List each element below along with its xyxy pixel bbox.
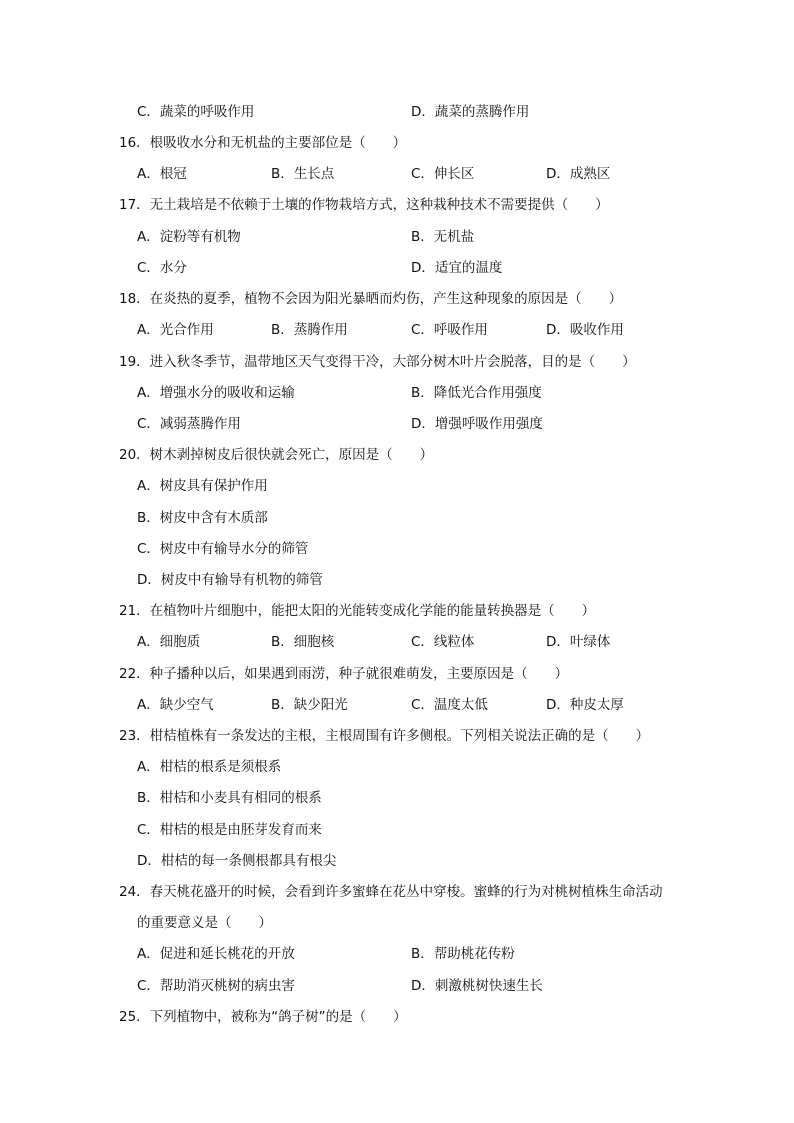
q20-option-d[interactable]: D．树皮中有输导有机物的筛管 [137, 572, 323, 588]
q19-option-b[interactable]: B．降低光合作用强度 [411, 385, 542, 401]
q23-option-b[interactable]: B．柑桔和小麦具有相同的根系 [137, 790, 322, 806]
q17-option-d[interactable]: D．适宜的温度 [411, 260, 503, 276]
q20-option-a[interactable]: A．树皮具有保护作用 [137, 478, 268, 494]
q24-option-c[interactable]: C．帮助消灭桃树的病虫害 [137, 978, 295, 994]
q16-option-b[interactable]: B．生长点 [271, 166, 335, 182]
q18-stem: 18．在炎热的夏季，植物不会因为阳光暴晒而灼伤，产生这种现象的原因是（ ） [119, 291, 623, 307]
q23-option-d[interactable]: D．柑桔的每一条侧根都具有根尖 [137, 853, 337, 869]
q24-option-b[interactable]: B．帮助桃花传粉 [411, 946, 515, 962]
q23-option-a[interactable]: A．柑桔的根系是须根系 [137, 759, 282, 775]
q22-option-c[interactable]: C．温度太低 [411, 697, 488, 713]
q18-option-b[interactable]: B．蒸腾作用 [271, 322, 348, 338]
q21-option-d[interactable]: D．叶绿体 [546, 634, 611, 650]
q18-option-c[interactable]: C．呼吸作用 [411, 322, 488, 338]
q19-stem: 19．进入秋冬季节，温带地区天气变得干冷，大部分树木叶片会脱落，目的是（ ） [119, 354, 636, 370]
q17-stem: 17．无土栽培是不依赖于土壤的作物栽培方式，这种栽种技术不需要提供（ ） [119, 197, 609, 213]
q19-option-a[interactable]: A．增强水分的吸收和运输 [137, 385, 295, 401]
q21-stem: 21．在植物叶片细胞中，能把太阳的光能转变成化学能的能量转换器是（ ） [119, 603, 596, 619]
q24-option-a[interactable]: A．促进和延长桃花的开放 [137, 946, 295, 962]
q17-option-b[interactable]: B．无机盐 [411, 229, 475, 245]
q20-option-b[interactable]: B．树皮中含有木质部 [137, 510, 268, 526]
q24-stem-continued: 的重要意义是（ ） [137, 915, 272, 931]
q22-option-a[interactable]: A．缺少空气 [137, 697, 214, 713]
q21-option-b[interactable]: B．细胞核 [271, 634, 335, 650]
q18-option-d[interactable]: D．吸收作用 [546, 322, 624, 338]
q24-stem: 24．春天桃花盛开的时候，会看到许多蜜蜂在花丛中穿梭。蜜蜂的行为对桃树植株生命活动 [119, 884, 663, 900]
q16-stem: 16．根吸收水分和无机盐的主要部位是（ ） [119, 135, 407, 151]
q16-option-a[interactable]: A．根冠 [137, 166, 187, 182]
q15-option-c[interactable]: C．蔬菜的呼吸作用 [137, 104, 255, 120]
q21-option-c[interactable]: C．线粒体 [411, 634, 475, 650]
q25-stem: 25．下列植物中，被称为“鸽子树”的是（ ） [119, 1009, 407, 1025]
q16-option-c[interactable]: C．伸长区 [411, 166, 475, 182]
q19-option-c[interactable]: C．减弱蒸腾作用 [137, 416, 241, 432]
q20-option-c[interactable]: C．树皮中有输导水分的筛管 [137, 541, 309, 557]
q19-option-d[interactable]: D．增强呼吸作用强度 [411, 416, 543, 432]
q22-option-d[interactable]: D．种皮太厚 [546, 697, 624, 713]
q22-stem: 22．种子播种以后，如果遇到雨涝，种子就很难萌发，主要原因是（ ） [119, 666, 569, 682]
q24-option-d[interactable]: D．刺激桃树快速生长 [411, 978, 543, 994]
q15-option-d[interactable]: D．蔬菜的蒸腾作用 [411, 104, 530, 120]
q18-option-a[interactable]: A．光合作用 [137, 322, 214, 338]
q21-option-a[interactable]: A．细胞质 [137, 634, 201, 650]
q23-option-c[interactable]: C．柑桔的根是由胚芽发育而来 [137, 822, 322, 838]
q17-option-c[interactable]: C．水分 [137, 260, 187, 276]
q17-option-a[interactable]: A．淀粉等有机物 [137, 229, 241, 245]
q23-stem: 23．柑桔植株有一条发达的主根，主根周围有许多侧根。下列相关说法正确的是（ ） [119, 728, 650, 744]
q16-option-d[interactable]: D．成熟区 [546, 166, 611, 182]
q22-option-b[interactable]: B．缺少阳光 [271, 697, 348, 713]
q20-stem: 20．树木剥掉树皮后很快就会死亡，原因是（ ） [119, 447, 434, 463]
